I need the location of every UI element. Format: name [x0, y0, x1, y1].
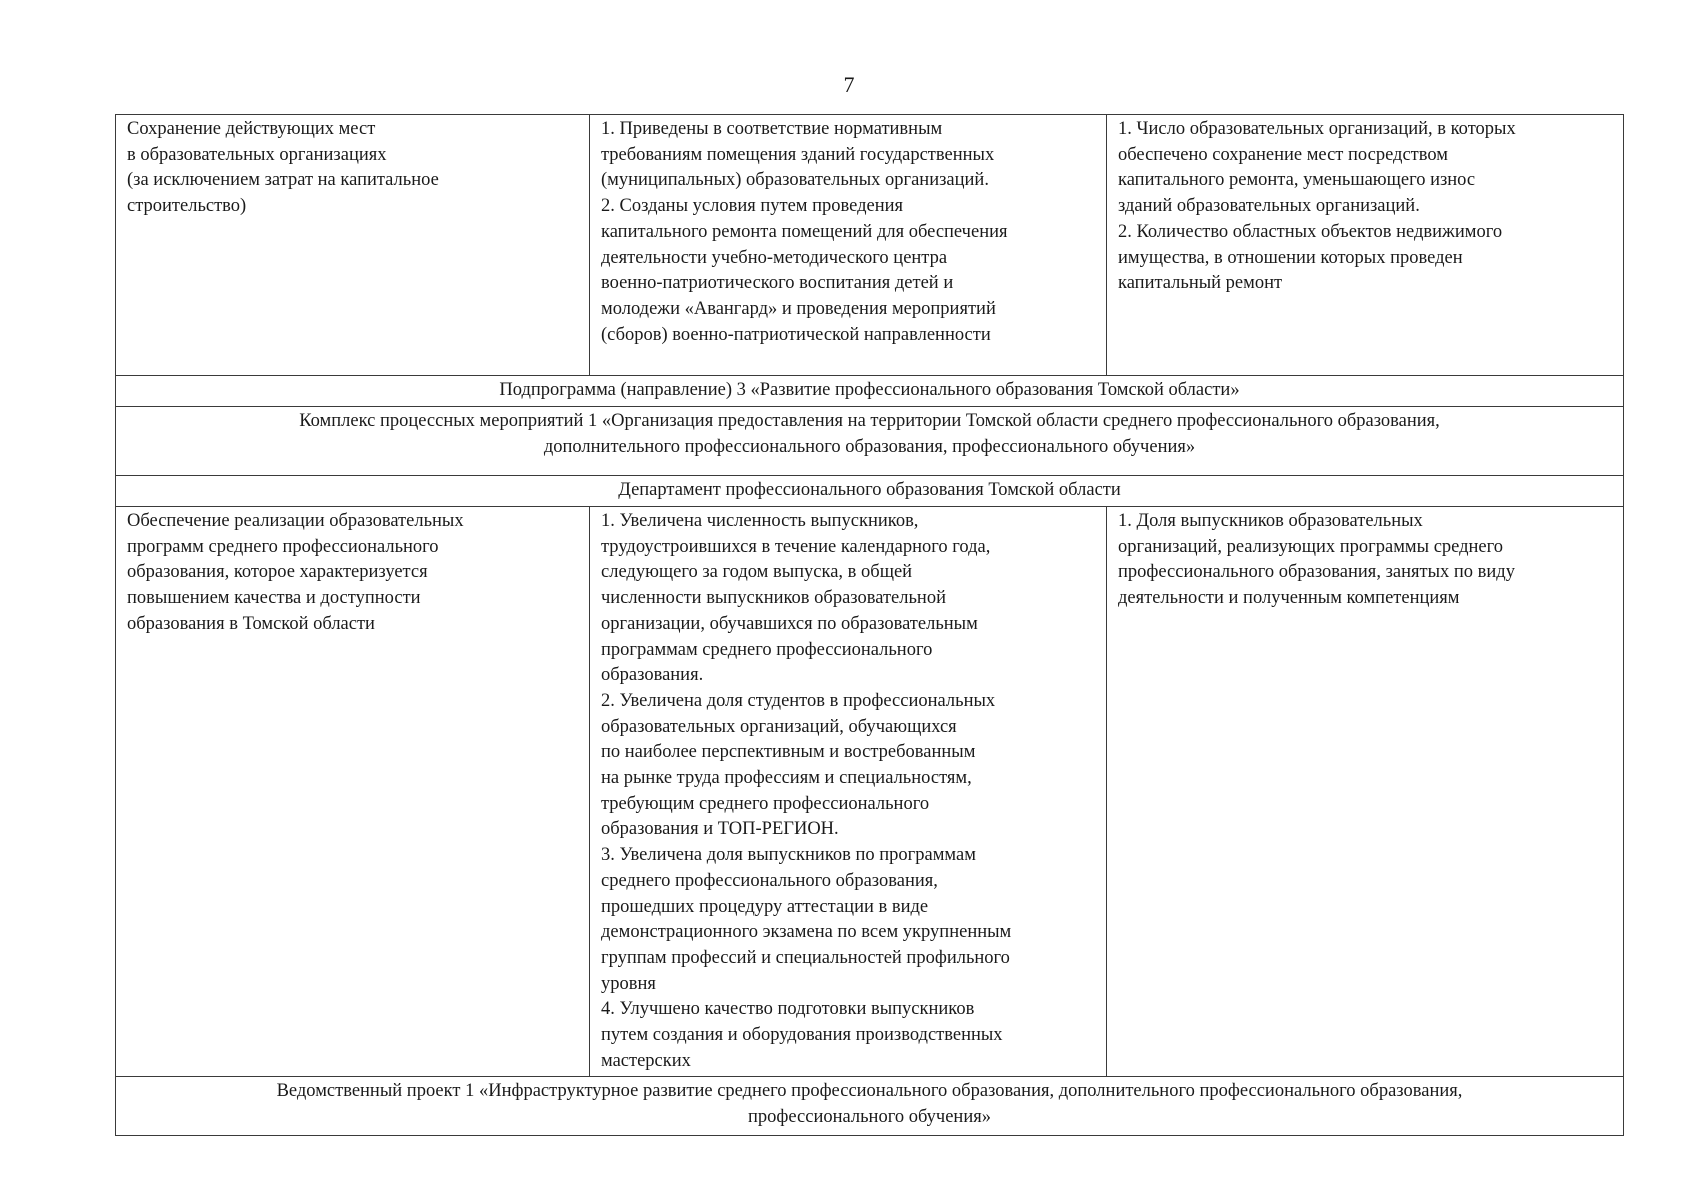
text-line: по наиболее перспективным и востребованным [601, 742, 976, 763]
text-line: путем создания и оборудования производственных [601, 1025, 1003, 1046]
text-line: требованиям помещения зданий государственных [601, 144, 995, 165]
text-line: молодежи «Авангард» и проведения мероприятий [601, 298, 996, 319]
table-row [116, 1077, 1624, 1136]
program-table [115, 114, 1624, 1136]
effects-cell [590, 507, 1107, 1077]
text-line: 2. Увеличена доля студентов в профессиональных [601, 690, 996, 711]
text-line: деятельности учебно-методического центра [601, 247, 948, 268]
text-line: численности выпускников образовательной [601, 588, 946, 609]
table-row [116, 115, 1624, 376]
table-row [116, 376, 1624, 407]
text-line: трудоустроившихся в течение календарного года, [601, 536, 991, 557]
page-number: 7 [843, 72, 855, 97]
indicators-cell [1107, 507, 1624, 1077]
text-line: 2. Созданы условия путем проведения [601, 196, 904, 217]
text-line: 1. Приведены в соответствие нормативным [601, 119, 943, 139]
complex-heading [116, 407, 1624, 476]
text-line: образовательных организаций, обучающихся [601, 716, 957, 737]
department-heading: Департамент профессионального образования Томской области [116, 476, 1624, 507]
text-line: 1. Доля выпускников образовательных [1118, 511, 1423, 531]
text-line: имущества, в отношении которых проведен [1118, 247, 1463, 268]
text-line: программам среднего профессионального [601, 639, 933, 660]
text-line: капитальный ремонт [1118, 273, 1283, 294]
text-line: (за исключением затрат на капитальное [127, 170, 439, 191]
text-line: капитального ремонта помещений для обеспечения [601, 221, 1008, 242]
table-row [116, 507, 1624, 1077]
text-line: группам профессий и специальностей профильного [601, 947, 1010, 968]
text-line: организаций, реализующих программы среднего [1118, 536, 1504, 557]
text-line: дополнительного профессионального образования, профессионального обучения» [543, 436, 1196, 457]
text-line: профессионального обучения» [747, 1107, 991, 1128]
subprogram-heading: Подпрограмма (направление) 3 «Развитие профессионального образования Томской области» [116, 376, 1624, 407]
text-line: прошедших процедуру аттестации в виде [601, 896, 929, 917]
table-row [116, 407, 1624, 476]
text-line: следующего за годом выпуска, в общей [601, 562, 913, 583]
text-line: 1. Число образовательных организаций, в которых [1118, 119, 1516, 139]
text-line: уровня [601, 973, 656, 994]
text-line: Обеспечение реализации образовательных [127, 511, 464, 531]
text-line: Сохранение действующих мест [127, 119, 376, 139]
text-line: зданий образовательных организаций. [1118, 196, 1420, 217]
text-line: в образовательных организациях [127, 144, 387, 165]
text-line: образования, которое характеризуется [127, 562, 428, 583]
task-cell [116, 115, 590, 376]
text-line: военно-патриотического воспитания детей и [601, 273, 954, 294]
text-line: образования и ТОП-РЕГИОН. [601, 819, 839, 840]
task-cell [116, 507, 590, 1077]
indicators-cell [1107, 115, 1624, 376]
text-line: 1. Увеличена численность выпускников, [601, 511, 919, 531]
text-line: капитального ремонта, уменьшающего износ [1118, 170, 1476, 191]
text-line: повышением качества и доступности [127, 588, 421, 609]
text-line: обеспечено сохранение мест посредством [1118, 144, 1448, 165]
text-line: (муниципальных) образовательных организаций. [601, 170, 989, 191]
project-heading [116, 1077, 1624, 1136]
text-line: Ведомственный проект 1 «Инфраструктурное развитие среднего профессионального образования, дополнительного профессионального образования, [276, 1081, 1463, 1102]
text-line: деятельности и полученным компетенциям [1118, 588, 1460, 609]
effects-cell [590, 115, 1107, 376]
text-line: 2. Количество областных объектов недвижимого [1118, 221, 1503, 242]
text-line: строительство) [127, 196, 247, 217]
text-line: требующим среднего профессионального [601, 793, 930, 814]
text-line: (сборов) военно-патриотической направленности [601, 324, 991, 345]
table-row [116, 476, 1624, 507]
text-line: Комплекс процессных мероприятий 1 «Организация предоставления на территории Томской области среднего профессионального образования, [299, 411, 1440, 431]
text-line: 4. Улучшено качество подготовки выпускников [601, 999, 975, 1020]
text-line: 3. Увеличена доля выпускников по программам [601, 845, 976, 866]
text-line: демонстрационного экзамена по всем укрупненным [601, 922, 1012, 943]
text-line: образования. [601, 665, 704, 686]
text-line: мастерских [601, 1050, 691, 1071]
text-line: профессионального образования, занятых по виду [1118, 562, 1515, 583]
text-line: среднего профессионального образования, [601, 870, 938, 891]
text-line: образования в Томской области [127, 613, 375, 634]
text-line: на рынке труда профессиям и специальностям, [601, 768, 972, 789]
text-line: программ среднего профессионального [127, 536, 439, 557]
text-line: организации, обучавшихся по образовательным [601, 613, 978, 634]
